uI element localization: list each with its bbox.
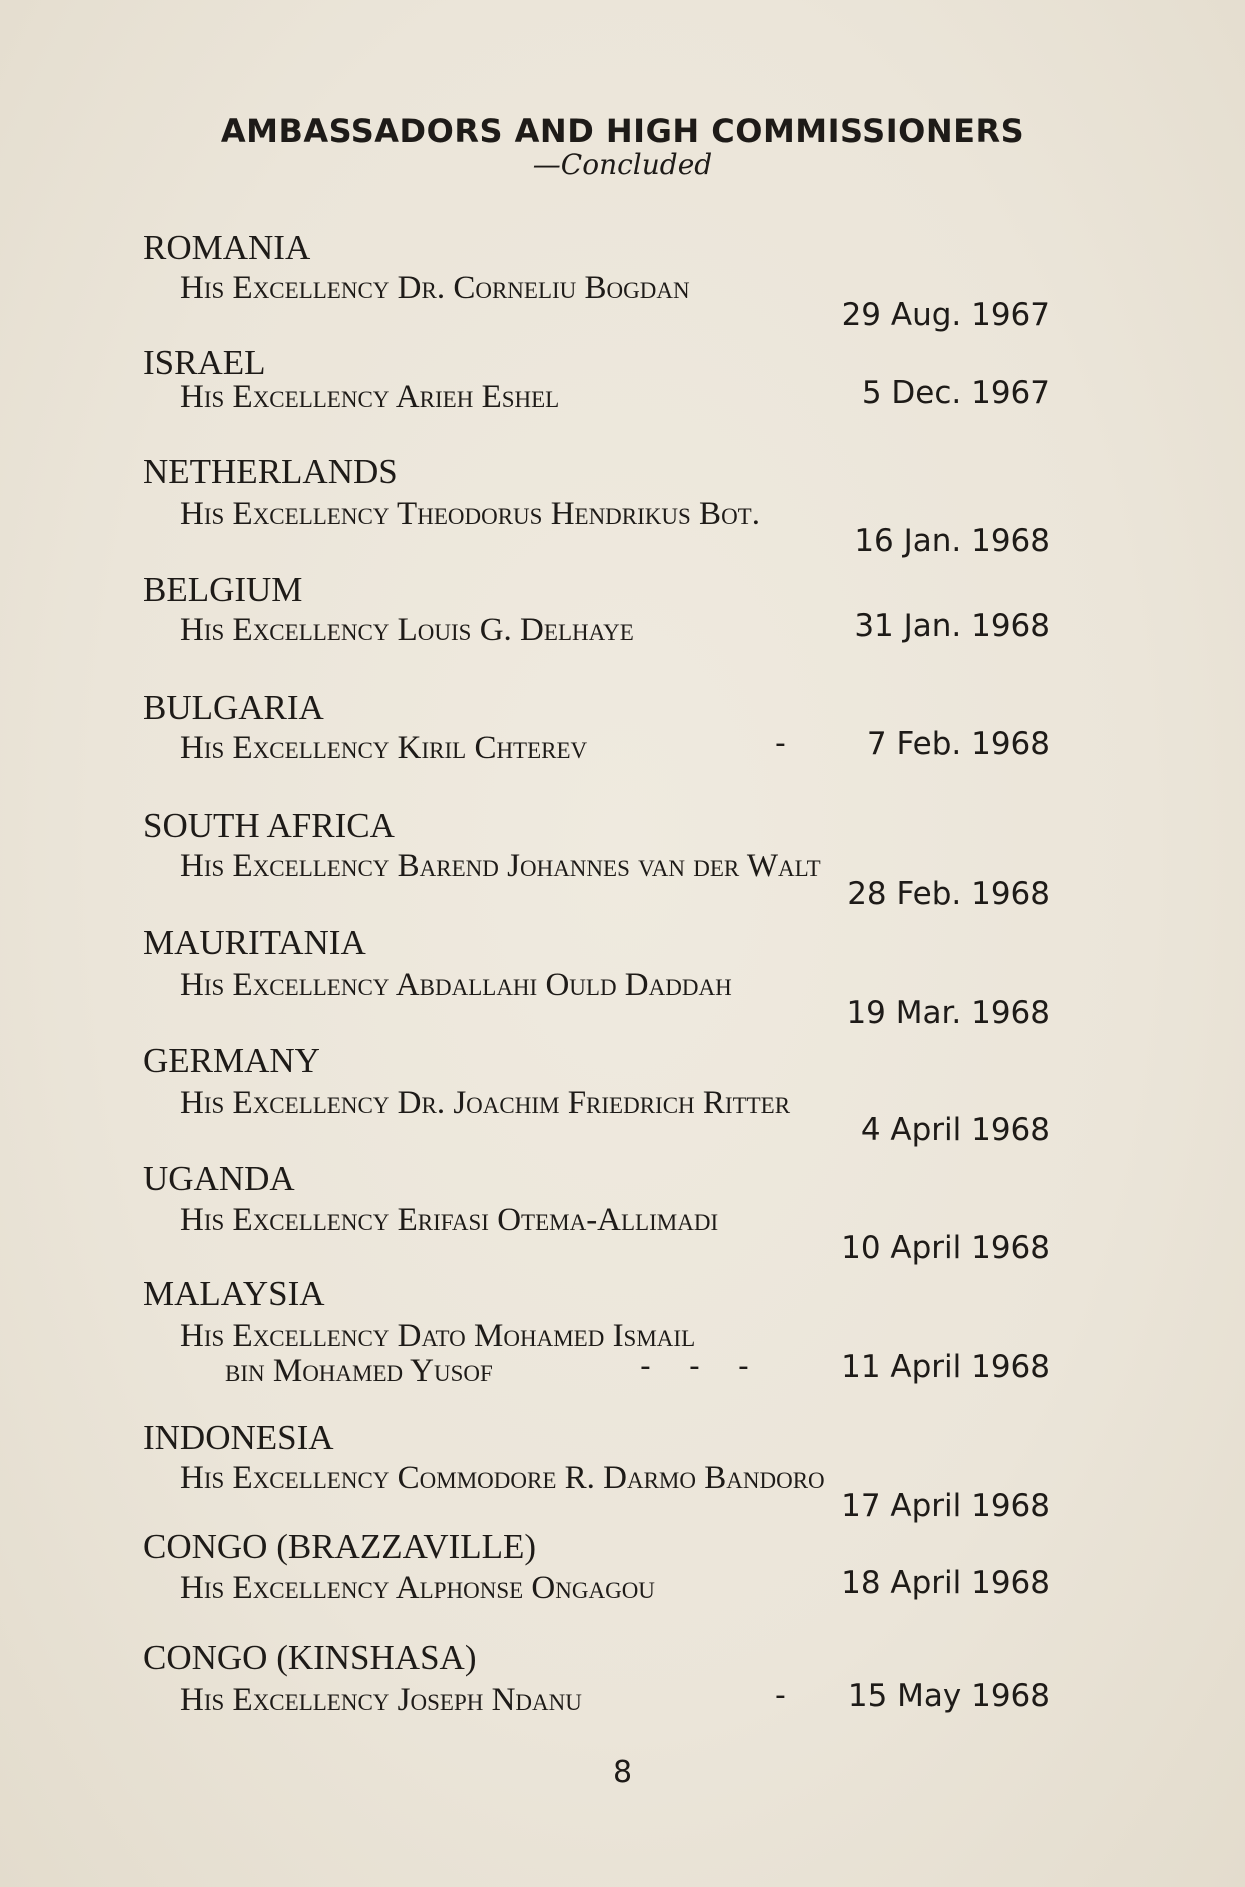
- diplomat-name: His Excellency Louis G. Delhaye: [180, 612, 634, 648]
- country-name: GERMANY: [143, 1041, 320, 1080]
- country-name: ISRAEL: [143, 343, 266, 382]
- leader-dash: - - -: [640, 1349, 749, 1384]
- appointment-date: 28 Feb. 1968: [847, 876, 1050, 912]
- country-name: SOUTH AFRICA: [143, 806, 395, 845]
- diplomat-name: His Excellency Dato Mohamed Ismail: [180, 1318, 696, 1354]
- country-name: CONGO (KINSHASA): [143, 1638, 477, 1677]
- country-name: MAURITANIA: [143, 923, 366, 962]
- country-name: CONGO (BRAZZAVILLE): [143, 1527, 537, 1566]
- appointment-date: 4 April 1968: [860, 1112, 1050, 1148]
- diplomat-name: His Excellency Alphonse Ongagou: [180, 1570, 655, 1606]
- diplomat-name: His Excellency Joseph Ndanu: [180, 1682, 582, 1718]
- diplomat-name: His Excellency Kiril Chterev: [180, 730, 588, 766]
- appointment-date: 29 Aug. 1967: [841, 297, 1050, 333]
- diplomat-name: His Excellency Barend Johannes van der Walt: [180, 848, 821, 884]
- diplomat-name: His Excellency Abdallahi Ould Daddah: [180, 967, 732, 1003]
- appointment-date: 10 April 1968: [841, 1230, 1050, 1266]
- diplomat-name: His Excellency Dr. Corneliu Bogdan: [180, 270, 690, 306]
- leader-dash: -: [775, 1678, 786, 1713]
- appointment-date: 19 Mar. 1968: [846, 995, 1050, 1031]
- country-name: BULGARIA: [143, 688, 324, 727]
- diplomat-name: His Excellency Commodore R. Darmo Bandoro: [180, 1460, 825, 1496]
- country-name: BELGIUM: [143, 570, 303, 609]
- appointment-date: 17 April 1968: [841, 1488, 1050, 1524]
- diplomat-name: His Excellency Erifasi Otema-Allimadi: [180, 1202, 719, 1238]
- diplomat-name: His Excellency Theodorus Hendrikus Bot.: [180, 496, 760, 532]
- page-number: 8: [612, 1755, 633, 1790]
- diplomat-name: His Excellency Dr. Joachim Friedrich Ritter: [180, 1085, 791, 1121]
- leader-dash: -: [775, 726, 786, 761]
- country-name: ROMANIA: [143, 228, 311, 267]
- diplomat-name: His Excellency Arieh Eshel: [180, 379, 560, 415]
- appointment-date: 11 April 1968: [841, 1349, 1050, 1385]
- country-name: MALAYSIA: [143, 1274, 325, 1313]
- appointment-date: 31 Jan. 1968: [854, 608, 1050, 644]
- appointment-date: 7 Feb. 1968: [866, 726, 1050, 762]
- country-name: UGANDA: [143, 1159, 295, 1198]
- appointment-date: 15 May 1968: [847, 1678, 1050, 1714]
- appointment-date: 16 Jan. 1968: [854, 523, 1050, 559]
- page-subtitle: —Concluded: [532, 148, 713, 181]
- appointment-date: 18 April 1968: [841, 1565, 1050, 1601]
- country-name: INDONESIA: [143, 1418, 334, 1457]
- appointment-date: 5 Dec. 1967: [861, 375, 1050, 411]
- country-name: NETHERLANDS: [143, 452, 398, 491]
- diplomat-name-continued: bin Mohamed Yusof: [225, 1353, 493, 1389]
- page-title: AMBASSADORS AND HIGH COMMISSIONERS: [220, 112, 1025, 150]
